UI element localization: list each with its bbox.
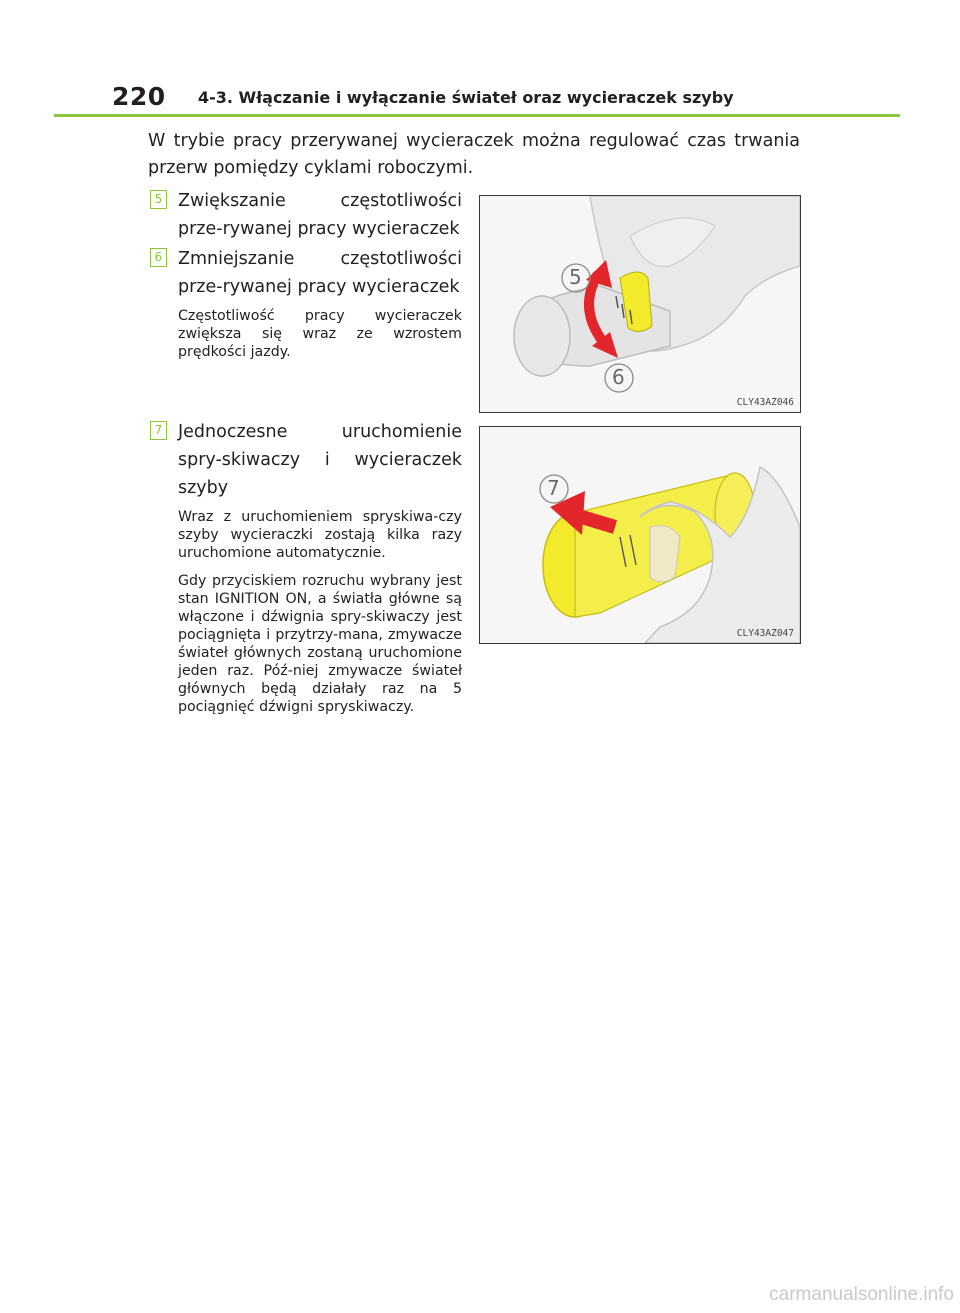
figure-code: CLY43AZ046: [736, 397, 794, 408]
figure-wiper-frequency: [479, 195, 801, 413]
page-number: 220: [112, 82, 166, 111]
header-divider: [54, 114, 900, 117]
watermark: carmanualsonline.info: [769, 1284, 954, 1305]
item-7-note-1: Wraz z uruchomieniem spryskiwa-czy szyby wycieraczki zostają kilka razy uruchomione automatycznie.: [178, 509, 462, 561]
section-title: 4-3. Włączanie i wyłączanie świateł oraz wycieraczek szyby: [198, 88, 734, 107]
item-7: [150, 418, 462, 716]
figure-code: CLY43AZ047: [736, 628, 794, 639]
wiper-lever-illustration: [480, 196, 800, 412]
marker-5: 5: [150, 190, 167, 209]
marker-7: 7: [150, 421, 167, 440]
marker-6: 6: [150, 248, 167, 267]
item-6-title: Zmniejszanie częstotliwości prze-rywanej pracy wycieraczek: [178, 249, 462, 297]
item-7-title: Jednoczesne uruchomienie spry-skiwaczy i wycieraczek szyby: [178, 422, 462, 498]
callout-7: 7: [547, 476, 560, 500]
item-6: [150, 245, 462, 361]
washer-lever-illustration: [480, 427, 800, 643]
item-7-note-2: Gdy przyciskiem rozruchu wybrany jest stan IGNITION ON, a światła główne są włączone i dźwignia spry-skiwaczy jest pociągnięta i przytrzy-mana, zmywacze świateł głównych zostaną uruchomione jeden raz. Póź-niej zmywacze świateł głównych będą działały raz na 5 pociągnięć dźwigni spryskiwaczy.: [178, 573, 462, 715]
callout-6: 6: [612, 365, 625, 389]
figure-washer-pull: [479, 426, 801, 644]
item-5: [150, 187, 462, 243]
callout-5: 5: [569, 265, 582, 289]
item-5-title: Zwiększanie częstotliwości prze-rywanej pracy wycieraczek: [178, 191, 462, 239]
intro-paragraph: W trybie pracy przerywanej wycieraczek można regulować czas trwania przerw pomiędzy cyklami roboczymi.: [148, 131, 800, 178]
item-6-note: Częstotliwość pracy wycieraczek zwiększa się wraz ze wzrostem prędkości jazdy.: [178, 308, 462, 360]
